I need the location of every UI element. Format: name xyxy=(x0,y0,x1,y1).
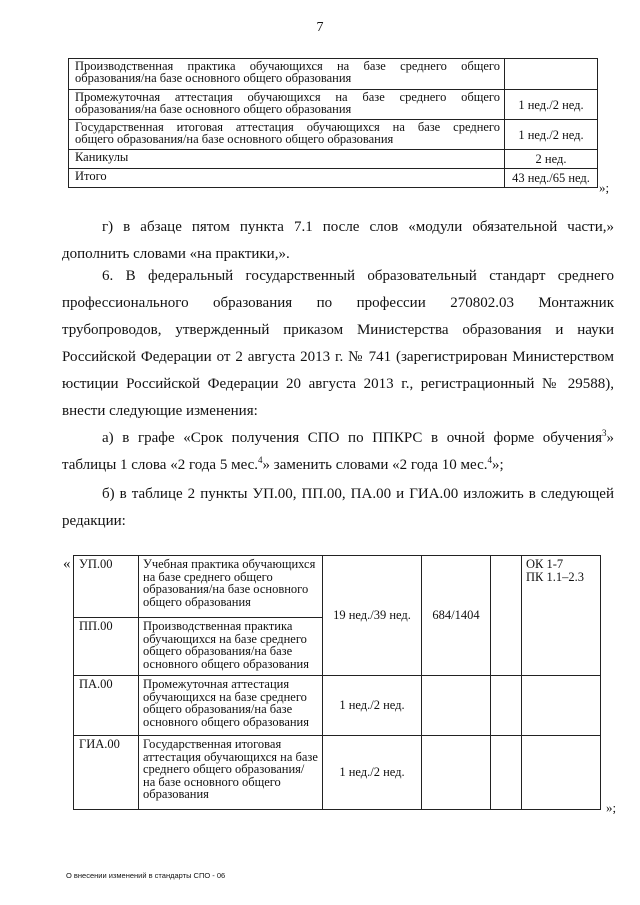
paragraph-line: а) в графе «Срок получения СПО по ППКРС в очной форме обучения$^3$» xyxy=(102,428,614,446)
table-row xyxy=(69,59,598,90)
row-name: Государственная итоговая аттестация обучающихся на базе среднего общего образования/ на базе основного общего образования xyxy=(139,736,323,810)
hours-cell xyxy=(422,736,491,810)
document-footer: О внесении изменений в стандарты СПО - 06 xyxy=(66,871,226,880)
row-name: Государственная итоговая аттестация обучающихся на базе среднего общего образования/на базе основного общего образования xyxy=(69,120,505,150)
competencies-cell xyxy=(522,676,601,736)
table-row xyxy=(69,120,598,150)
paragraph-line: профессионального образования по профессии 270802.03 Монтажник xyxy=(62,295,614,311)
paragraph-6 xyxy=(62,263,614,425)
table-row xyxy=(69,90,598,120)
row-name: Учебная практика обучающихся на базе среднего общего образования/на базе основного общего образования xyxy=(139,556,323,618)
paragraph-line: редакции: xyxy=(62,513,126,529)
row-name: Каникулы xyxy=(69,150,505,169)
competencies-cell: ОК 1-7 ПК 1.1–2.3 xyxy=(522,556,601,676)
paragraph-b xyxy=(62,481,614,535)
hours-cell xyxy=(422,676,491,736)
table-closing-quote: »; xyxy=(599,180,610,195)
hours-cell: 684/1404 xyxy=(422,556,491,676)
table-closing-quote: »; xyxy=(606,800,617,815)
paragraph-a xyxy=(62,425,614,479)
paragraph-line: трубопроводов, утвержденный приказом Министерства образования и науки xyxy=(62,322,614,338)
table-row xyxy=(74,676,601,736)
row-name: Производственная практика обучающихся на базе среднего общего образования/на базе основного общего образования xyxy=(69,59,505,90)
table-row xyxy=(69,169,598,188)
empty-cell xyxy=(491,736,522,810)
row-name: Промежуточная аттестация обучающихся на базе среднего общего образования/на базе основного общего образования xyxy=(69,90,505,120)
row-value: 1 нед./2 нед. xyxy=(505,90,598,120)
page-number: 7 xyxy=(316,20,324,35)
row-name: Промежуточная аттестация обучающихся на базе среднего общего образования/на базе основного общего образования xyxy=(139,676,323,736)
paragraph-g xyxy=(62,214,614,268)
paragraph-line: 6. В федеральный государственный образовательный стандарт среднего xyxy=(102,268,614,284)
row-value: 2 нед. xyxy=(505,150,598,169)
paragraph-line: г) в абзаце пятом пункта 7.1 после слов «модули обязательной части,» xyxy=(102,219,614,235)
row-value: 43 нед./65 нед. xyxy=(505,169,598,188)
empty-cell xyxy=(491,676,522,736)
table-opening-quote: « xyxy=(63,556,71,572)
weeks-cell: 1 нед./2 нед. xyxy=(323,676,422,736)
weeks-cell: 19 нед./39 нед. xyxy=(323,556,422,676)
competencies-cell xyxy=(522,736,601,810)
empty-cell xyxy=(491,556,522,676)
row-value: 1 нед./2 нед. xyxy=(505,120,598,150)
practice-table xyxy=(73,555,601,810)
row-name: Итого xyxy=(69,169,505,188)
table-row xyxy=(74,736,601,810)
weeks-cell: 1 нед./2 нед. xyxy=(323,736,422,810)
paragraph-line: Российской Федерации от 2 августа 2013 г. № 741 (зарегистрирован Министерством xyxy=(62,349,614,365)
hours-table-continued xyxy=(68,58,598,188)
paragraph-line: дополнить словами «на практики,». xyxy=(62,246,290,262)
row-code: ПА.00 xyxy=(74,676,139,736)
paragraph-line: б) в таблице 2 пункты УП.00, ПП.00, ПА.00 и ГИА.00 изложить в следующей xyxy=(102,486,614,502)
row-value xyxy=(505,59,598,90)
paragraph-line: внести следующие изменения: xyxy=(62,403,258,419)
row-code: ПП.00 xyxy=(74,618,139,676)
paragraph-line: юстиции Российской Федерации 20 августа 2013 г., регистрационный № 29588), xyxy=(62,376,614,392)
row-code: УП.00 xyxy=(74,556,139,618)
paragraph-line: таблицы 1 слова «2 года 5 мес.$^4$» заменить словами «2 года 10 мес.$^4$»; xyxy=(62,455,504,473)
row-name: Производственная практика обучающихся на базе среднего общего образования/на базе основного общего образования xyxy=(139,618,323,676)
row-code: ГИА.00 xyxy=(74,736,139,810)
table-row xyxy=(74,556,601,618)
table-row xyxy=(69,150,598,169)
